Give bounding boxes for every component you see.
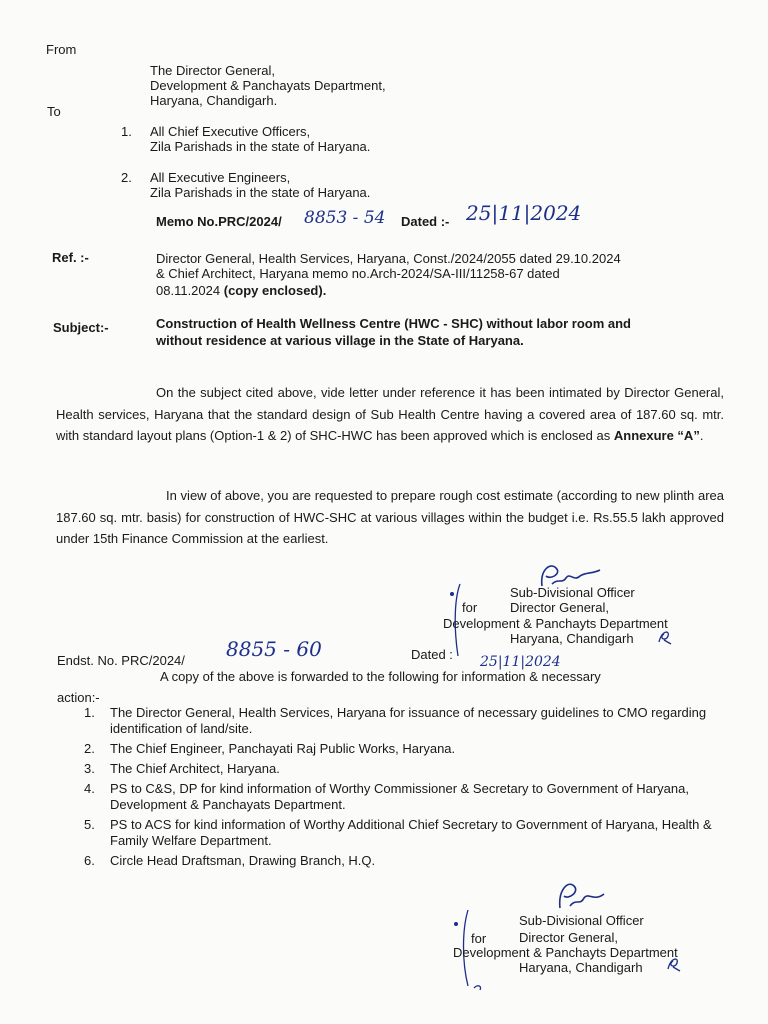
endst-dated-label: Dated : (411, 647, 453, 662)
copy-list-item-6: 6. Circle Head Draftsman, Drawing Branch, H.Q. (84, 853, 376, 868)
signature-2-image (554, 878, 610, 912)
forward-line-1: A copy of the above is forwarded to the following for information & necessary (160, 669, 601, 684)
signature-2-line-3: Development & Panchayts Department (453, 945, 678, 960)
signature-2-for: for (471, 931, 487, 946)
forward-line-2: action:- (57, 690, 100, 705)
subject-label: Subject:- (53, 320, 109, 335)
memo-date-handwritten: 25|11|2024 (466, 201, 582, 225)
ref-copy-enclosed: (copy enclosed). (223, 283, 327, 298)
from-line-3: Haryana, Chandigarh. (150, 93, 278, 108)
endst-prefix: Endst. No. PRC/2024/ (57, 653, 185, 668)
memo-prefix: Memo No.PRC/2024/ (156, 214, 282, 229)
signature-1-designation: Sub-Divisional Officer (510, 585, 635, 600)
memo-dated-label: Dated :- (401, 214, 450, 229)
ref-line-2: & Chief Architect, Haryana memo no.Arch-2024/SA-III/11258-67 dated (156, 266, 560, 281)
annexure-label: Annexure “A” (613, 428, 700, 443)
subject-line-1: Construction of Health Wellness Centre (HWC - SHC) without labor room and (156, 316, 631, 331)
recipient-1-line-1: All Chief Executive Officers, (150, 124, 311, 139)
from-line-1: The Director General, (150, 63, 275, 78)
copy-list-item-1: 1. The Director General, Health Services, Haryana for issuance of necessary guidelines to CMO regarding identification of land/site. (84, 705, 707, 736)
copy-distribution-list (84, 705, 730, 873)
memo-number-handwritten: 8853 - 54 (304, 208, 386, 228)
signature-1-line-4: Haryana, Chandigarh (510, 631, 634, 646)
recipient-1-line-2: Zila Parishads in the state of Haryana. (150, 139, 371, 154)
copy-list-item-4: 4. PS to C&S, DP for kind information of Worthy Commissioner & Secretary to Government of Haryana, Development & Panchayats Department. (84, 781, 689, 812)
copy-list-item-5: 5. PS to ACS for kind information of Worthy Additional Chief Secretary to Government of Haryana, Health & Family Welfare Department. (84, 817, 712, 848)
recipient-2-line-2: Zila Parishads in the state of Haryana. (150, 185, 371, 200)
copy-list-item-3: 3. The Chief Architect, Haryana. (84, 761, 280, 776)
body-paragraph-1 (56, 382, 724, 447)
recipient-2-line-1: All Executive Engineers, (150, 170, 291, 185)
subject-line-2: without residence at various village in the State of Haryana. (156, 333, 524, 348)
endst-date-handwritten: 25|11|2024 (480, 654, 561, 670)
signature-2-line-4: Haryana, Chandigarh (519, 960, 643, 975)
signature-2-line-2: Director General, (519, 930, 618, 945)
ref-label: Ref. :- (52, 250, 89, 265)
ref-line-3 (156, 283, 326, 299)
body-paragraph-2: In view of above, you are requested to prepare rough cost estimate (according to new plinth area 187.60 sq. mtr. basis) for construction of HWC-SHC at various villages within the budget i.e. Rs.55.5 lakh approved under 15th Finance Commission at the earliest. (56, 488, 724, 546)
to-label: To (47, 104, 61, 119)
recipient-2-num: 2. (121, 170, 132, 185)
signature-1-line-2: Director General, (510, 600, 609, 615)
body-paragraph-1-end: . (699, 428, 704, 443)
signature-2-designation: Sub-Divisional Officer (519, 913, 644, 928)
initial-flourish-1-icon (656, 628, 674, 646)
body-paragraph-1-text: On the subject cited above, vide letter under reference it has been intimated by Director General, Health services, Haryana that the standard design of Sub Health Centre having a covered area of 187.60 sq. mtr. with standard layout plans (Option-1 & 2) of SHC-HWC has been approved which is enclosed as (56, 385, 724, 443)
ref-line-1: Director General, Health Services, Haryana, Const./2024/2055 dated 29.10.2024 (156, 251, 621, 266)
signature-1-for: for (462, 600, 478, 615)
signature-1-line-3: Development & Panchayts Department (443, 616, 668, 631)
initial-flourish-2-icon (665, 955, 683, 973)
endst-number-handwritten: 8855 - 60 (226, 637, 322, 661)
from-line-2: Development & Panchayats Department, (150, 78, 386, 93)
from-label: From (46, 42, 77, 57)
recipient-1-num: 1. (121, 124, 132, 139)
copy-list-item-2: 2. The Chief Engineer, Panchayati Raj Public Works, Haryana. (84, 741, 456, 756)
ref-date: 08.11.2024 (156, 283, 221, 298)
